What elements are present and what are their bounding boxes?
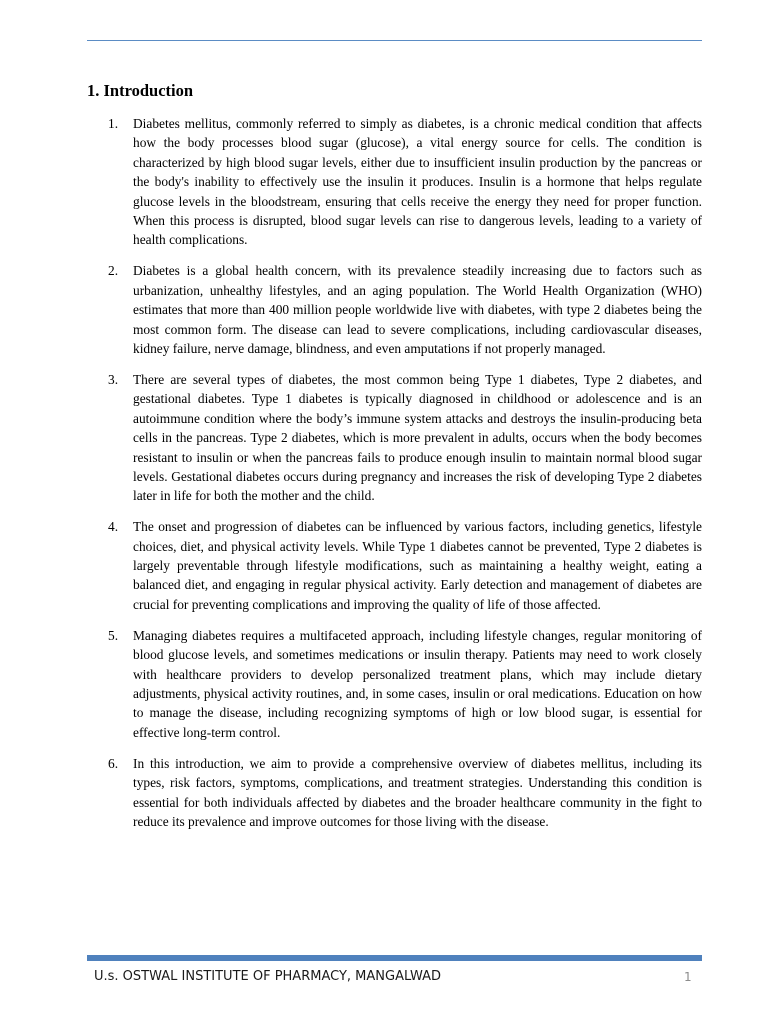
list-item	[87, 114, 702, 250]
list-item-text: Diabetes mellitus, commonly referred to simply as diabetes, is a chronic medical condition that affects how the body processes blood sugar (glucose), a vital energy source for cells. The condition is characterized by high blood sugar levels, either due to insufficient insulin production by the pancreas or the body's inability to effectively use the insulin it produces. Insulin is a hormone that helps regulate glucose levels in the bloodstream, ensuring that cells receive the energy they need for proper function. When this process is disrupted, blood sugar levels can rise to dangerous levels, leading to a variety of health complications.	[133, 116, 702, 248]
footer-bar	[87, 955, 702, 961]
section-heading: 1. Introduction	[87, 81, 194, 100]
list-item-number: 5.	[108, 627, 119, 643]
list-item	[87, 626, 702, 742]
list-item	[87, 754, 702, 832]
list-item-text: Managing diabetes requires a multifaceted approach, including lifestyle changes, regular monitoring of blood glucose levels, and sometimes medications or insulin therapy. Patients may need to work closely with healthcare providers to develop personalized treatment plans, which may include dietary adjustments, physical activity routines, and, in some cases, insulin or oral medications. Education on how to manage the disease, including recognizing symptoms of high or low blood sugar, is essential for effective long-term control.	[133, 627, 702, 740]
list-item-number: 6.	[108, 755, 119, 771]
list-item-text: The onset and progression of diabetes can be influenced by various factors, including genetics, lifestyle choices, diet, and physical activity levels. While Type 1 diabetes cannot be prevented, Type 2 diabetes is largely preventable through lifestyle modifications, such as maintaining a healthy weight, eating a balanced diet, and engaging in regular physical activity. Early detection and management of diabetes are crucial for preventing complications and improving the quality of life of those affected.	[133, 519, 702, 612]
list-item	[87, 517, 702, 614]
list-item-text: In this introduction, we aim to provide a comprehensive overview of diabetes mellitus, including its types, risk factors, symptoms, complications, and treatment strategies. Understanding this condition is essential for both individuals affected by diabetes and the broader healthcare community in the fight to reduce its prevalence and improve outcomes for those living with the disease.	[133, 755, 702, 829]
list-item-number: 2.	[108, 263, 119, 279]
header-rule	[87, 40, 702, 41]
page-number: 1	[684, 970, 692, 984]
list-item-text: Diabetes is a global health concern, with its prevalence steadily increasing due to factors such as urbanization, unhealthy lifestyles, and an aging population. The World Health Organization (WHO) estimates that more than 400 million people worldwide live with diabetes, with type 2 diabetes being the most common form. The disease can lead to severe complications, including cardiovascular diseases, kidney failure, nerve damage, blindness, and even amputations if not properly managed.	[133, 263, 702, 356]
numbered-list	[87, 114, 702, 843]
list-item	[87, 261, 702, 358]
list-item-number: 4.	[108, 519, 119, 535]
footer-institution: U.s. OSTWAL INSTITUTE OF PHARMACY, MANGALWAD	[94, 969, 442, 984]
list-item-number: 3.	[108, 371, 119, 387]
list-item	[87, 370, 702, 506]
list-item-number: 1.	[108, 116, 119, 131]
list-item-text: There are several types of diabetes, the most common being Type 1 diabetes, Type 2 diabetes, and gestational diabetes. Type 1 diabetes is typically diagnosed in childhood or adolescence and is an autoimmune condition where the body’s immune system attacks and destroys the insulin-producing beta cells in the pancreas. Type 2 diabetes, which is more prevalent in adults, occurs when the body becomes resistant to insulin or when the pancreas fails to produce enough insulin to maintain normal blood sugar levels. Gestational diabetes occurs during pregnancy and increases the risk of developing Type 2 diabetes later in life for both the mother and the child.	[133, 371, 702, 504]
